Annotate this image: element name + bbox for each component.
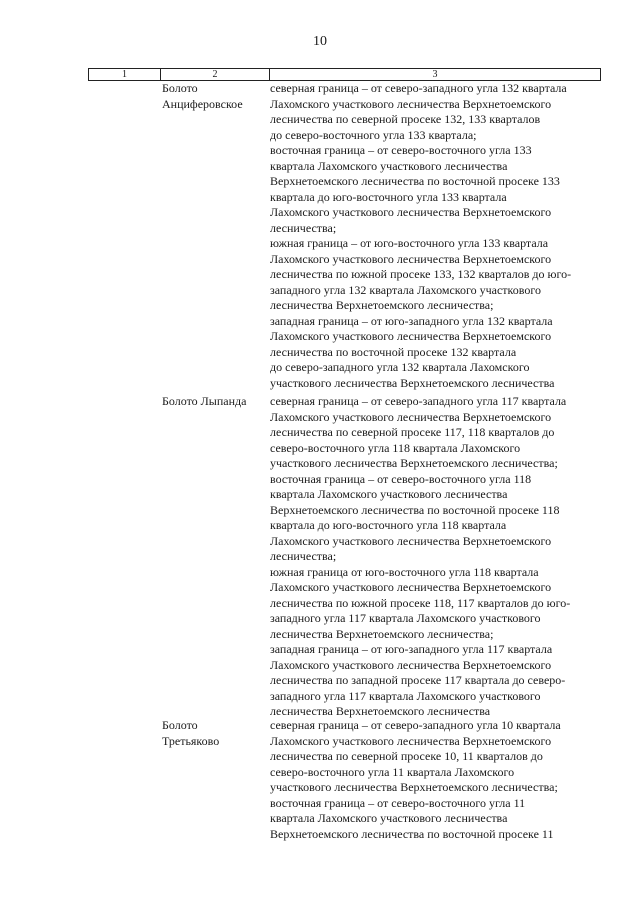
description-line: до северо-восточного угла 133 квартала; [270,127,477,142]
description-line: лесничества по северной просеке 10, 11 кварталов до [270,749,543,763]
description-line: западного угла 117 квартала Лахомского участкового [270,611,541,625]
bog-name-line: Болото [162,718,198,732]
boundary-description [270,81,602,391]
description-line: восточная граница – от северо-восточного угла 11 [270,795,526,810]
description-line: западного угла 117 квартала Лахомского участкового [270,688,541,703]
description-line: Лахомского участкового лесничества Верхнетоемского [270,205,552,219]
boundary-description [270,718,602,842]
description-line: Лахомского участкового лесничества Верхнетоемского [270,533,552,548]
bog-name-line: Болото Лыпанда [162,394,247,408]
description-line: квартала до юго-восточного угла 133 квартала [270,189,507,204]
bog-name [162,718,264,749]
description-line: лесничества по восточной просеке 132 квартала [270,344,517,359]
description-line: Верхнетоемского лесничества по восточной просеке 133 [270,174,560,188]
description-line: северная граница – от северо-западного угла 10 квартала [270,718,561,732]
description-line: участкового лесничества Верхнетоемского лесничества; [270,780,558,794]
description-line: лесничества по южной просеке 133, 132 кварталов до юго- [270,267,572,281]
header-col-2: 2 [161,69,270,81]
description-line: Лахомского участкового лесничества Верхнетоемского [270,251,552,266]
description-line: квартала до юго-восточного угла 118 квартала [270,518,507,532]
description-line: лесничества Верхнетоемского лесничества [270,704,491,718]
description-line: квартала Лахомского участкового лесничества [270,811,508,825]
description-line: северная граница – от северо-западного угла 132 квартала [270,81,567,95]
header-col-1: 1 [89,69,161,81]
description-line: квартала Лахомского участкового лесничества [270,158,508,173]
description-line: квартала Лахомского участкового лесничества [270,487,508,501]
header-col-3: 3 [270,69,601,81]
table-header [88,68,601,81]
description-line: восточная граница – от северо-восточного угла 118 [270,471,532,486]
description-line: Лахомского участкового лесничества Верхнетоемского [270,657,552,672]
description-line: Лахомского участкового лесничества Верхнетоемского [270,96,552,111]
description-line: лесничества Верхнетоемского лесничества; [270,298,494,312]
description-line: Лахомского участкового лесничества Верхнетоемского [270,329,552,343]
bog-name-line: Третьяково [162,733,220,748]
boundary-description [270,394,602,720]
description-line: лесничества; [270,220,337,235]
description-line: южная граница – от юго-восточного угла 133 квартала [270,236,549,250]
bog-name [162,81,264,112]
description-line: западного угла 132 квартала Лахомского участкового [270,282,541,297]
description-line: Верхнетоемского лесничества по восточной просеке 118 [270,502,560,517]
description-line: участкового лесничества Верхнетоемского лесничества [270,375,555,390]
description-line: Лахомского участкового лесничества Верхнетоемского [270,733,552,748]
header-row [89,69,601,81]
description-line: лесничества; [270,549,337,563]
description-line: лесничества по западной просеке 117 квартала до северо- [270,673,566,687]
description-line: северо-восточного угла 118 квартала Лахомского [270,440,521,455]
description-line: лесничества Верхнетоемского лесничества; [270,626,494,641]
description-line: восточная граница – от северо-восточного угла 133 [270,143,532,157]
description-line: южная граница от юго-восточного угла 118 квартала [270,564,539,579]
description-line: лесничества по южной просеке 118, 117 кварталов до юго- [270,595,571,610]
description-line: западная граница – от юго-западного угла 117 квартала [270,642,553,656]
description-line: Верхнетоемского лесничества по восточной просеке 11 [270,826,554,841]
description-line: западная граница – от юго-западного угла 132 квартала [270,313,553,328]
bog-name-line: Болото [162,81,198,95]
description-line: до северо-западного угла 132 квартала Лахомского [270,360,530,374]
description-line: лесничества по северной просеке 117, 118 кварталов до [270,425,555,439]
description-line: северная граница – от северо-западного угла 117 квартала [270,394,567,408]
bog-name [162,394,264,410]
bog-name-line: Анциферовское [162,96,243,111]
description-line: северо-восточного угла 11 квартала Лахомского [270,764,515,779]
description-line: лесничества по северной просеке 132, 133 кварталов [270,112,541,126]
description-line: Лахомского участкового лесничества Верхнетоемского [270,580,552,594]
description-line: участкового лесничества Верхнетоемского лесничества; [270,456,558,470]
page-number: 10 [313,34,327,49]
description-line: Лахомского участкового лесничества Верхнетоемского [270,409,552,424]
